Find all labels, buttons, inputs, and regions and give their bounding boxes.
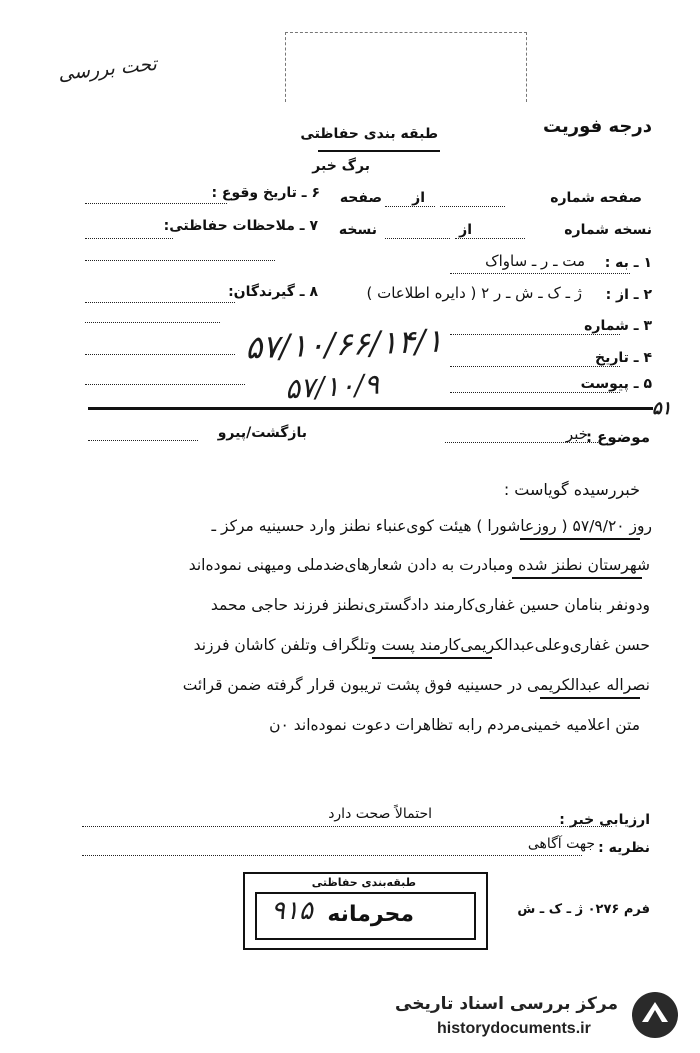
number-label: ۳ ـ شماره [584,318,652,334]
margin-number: ۵۱ [652,398,672,419]
body-line-5: نصراله عبدالکریمی در حسینیه فوق پشت تریبون قرار گرفته ضمن قرائت [182,676,650,694]
handwritten-note: تحت بررسی [57,52,158,86]
classification-label: طبقه بندی حفاظتی [300,126,438,142]
date-left-line [85,354,235,355]
recipients-line [85,302,235,303]
attachment-line [450,392,620,393]
classification-underline [318,150,440,152]
priority-label: درجه فوریت [542,116,652,137]
subject-label: موضوع : [585,428,650,446]
body-intro: خبررسیده گویاست : [503,480,640,499]
date-handwritten-2: ۵۷/۱۰/۹ [284,367,380,406]
underline-name-2 [540,697,640,699]
archive-name: مرکز بررسی اسناد تاریخی [395,994,618,1014]
page-from-label: از [412,190,425,206]
opinion-line [82,855,582,856]
page-label: صفحه [339,190,382,206]
event-date-line [85,203,227,204]
stamp-value: محرمانه [327,902,414,927]
page-from-line [385,206,435,207]
underline-name-1 [372,657,492,659]
underline-date [520,538,640,540]
copy-number-line [455,238,525,239]
security-notes-label: ۷ ـ ملاحظات حفاظتی: [163,218,318,234]
stamp-handwritten: ۹۱۵ [271,896,313,926]
assessment-line [82,826,612,827]
underline-city [512,577,642,579]
body-line-2: شهرستان نطنز شده ومبادرت به دادن شعارهای‌ضدملی ومیهنی نموده‌اند [188,556,650,574]
copy-from-line [385,238,450,239]
to-value: مت ـ ر ـ ساواک [485,252,585,270]
from-label: ۲ ـ از : [605,287,652,303]
body-line-1: روز ۵۷/۹/۲۰ ( روزعاشورا ) هیئت کوی‌عنباء نطنز وارد حسینیه مرکز ـ [211,517,652,535]
body-line-6: متن اعلامیه خمینی‌مردم رابه تظاهرات دعوت نموده‌اند ۰ن [269,716,640,734]
copy-number-label: نسخه شماره [564,222,652,238]
body-line-3: ودونفر بنامان حسین غفاری‌کارمند دادگستری‌نطنز فرزند حاجی محمد [210,596,650,614]
opinion-value: جهت آگاهی [527,836,595,852]
header-separator [88,407,653,410]
security-notes-line [85,238,173,239]
archive-url: historydocuments.ir [437,1020,591,1037]
date-label: ۴ ـ تاریخ [595,350,652,366]
to-line [450,273,630,274]
attachment-left-line [85,384,245,385]
date-line [450,366,620,367]
followup-line [88,440,198,441]
stamp-inner-box [255,892,476,940]
to-label: ۱ ـ به : [604,255,652,271]
archive-logo-icon [630,990,680,1040]
recipients-label: ۸ ـ گیرندگان: [228,284,318,300]
to-left-line [85,260,275,261]
page-number-label: صفحه شماره [550,190,642,206]
opinion-label: نظریه : [598,840,650,856]
attachment-label: ۵ ـ پیوست [580,376,652,392]
form-code: فرم ۰۲۷۶ ژ ـ ک ـ ش [517,902,650,917]
form-title: برگ خبر [312,158,370,174]
number-left-line [85,322,220,323]
classification-stamp [243,872,488,950]
followup-label: بازگشت/پیرو [217,425,307,441]
number-line [450,334,620,335]
date-handwritten-1: ۵۷/۱۰/۶۶/۱۴/۱ [244,321,444,367]
page-number-line [440,206,505,207]
assessment-label: ارزیابی خبر : [559,812,650,828]
subject-line [445,442,600,443]
copy-from-label: از [459,222,472,238]
copy-label: نسخه [338,222,377,238]
body-line-4: حسن غفاری‌وعلی‌عبدالکریمی‌کارمند پست وتلگراف وتلفن کاشان فرزند [193,636,650,654]
event-date-label: ۶ ـ تاریخ وقوع : [211,185,320,201]
top-frame [285,32,527,102]
from-value: ژ ـ ک ـ ش ـ ر ۲ ( دایره اطلاعات ) [366,284,582,302]
subject-value: خبر [565,425,588,443]
assessment-value: احتمالاً صحت دارد [328,806,432,822]
stamp-title: طبقه‌بندی حفاظتی [311,876,416,889]
